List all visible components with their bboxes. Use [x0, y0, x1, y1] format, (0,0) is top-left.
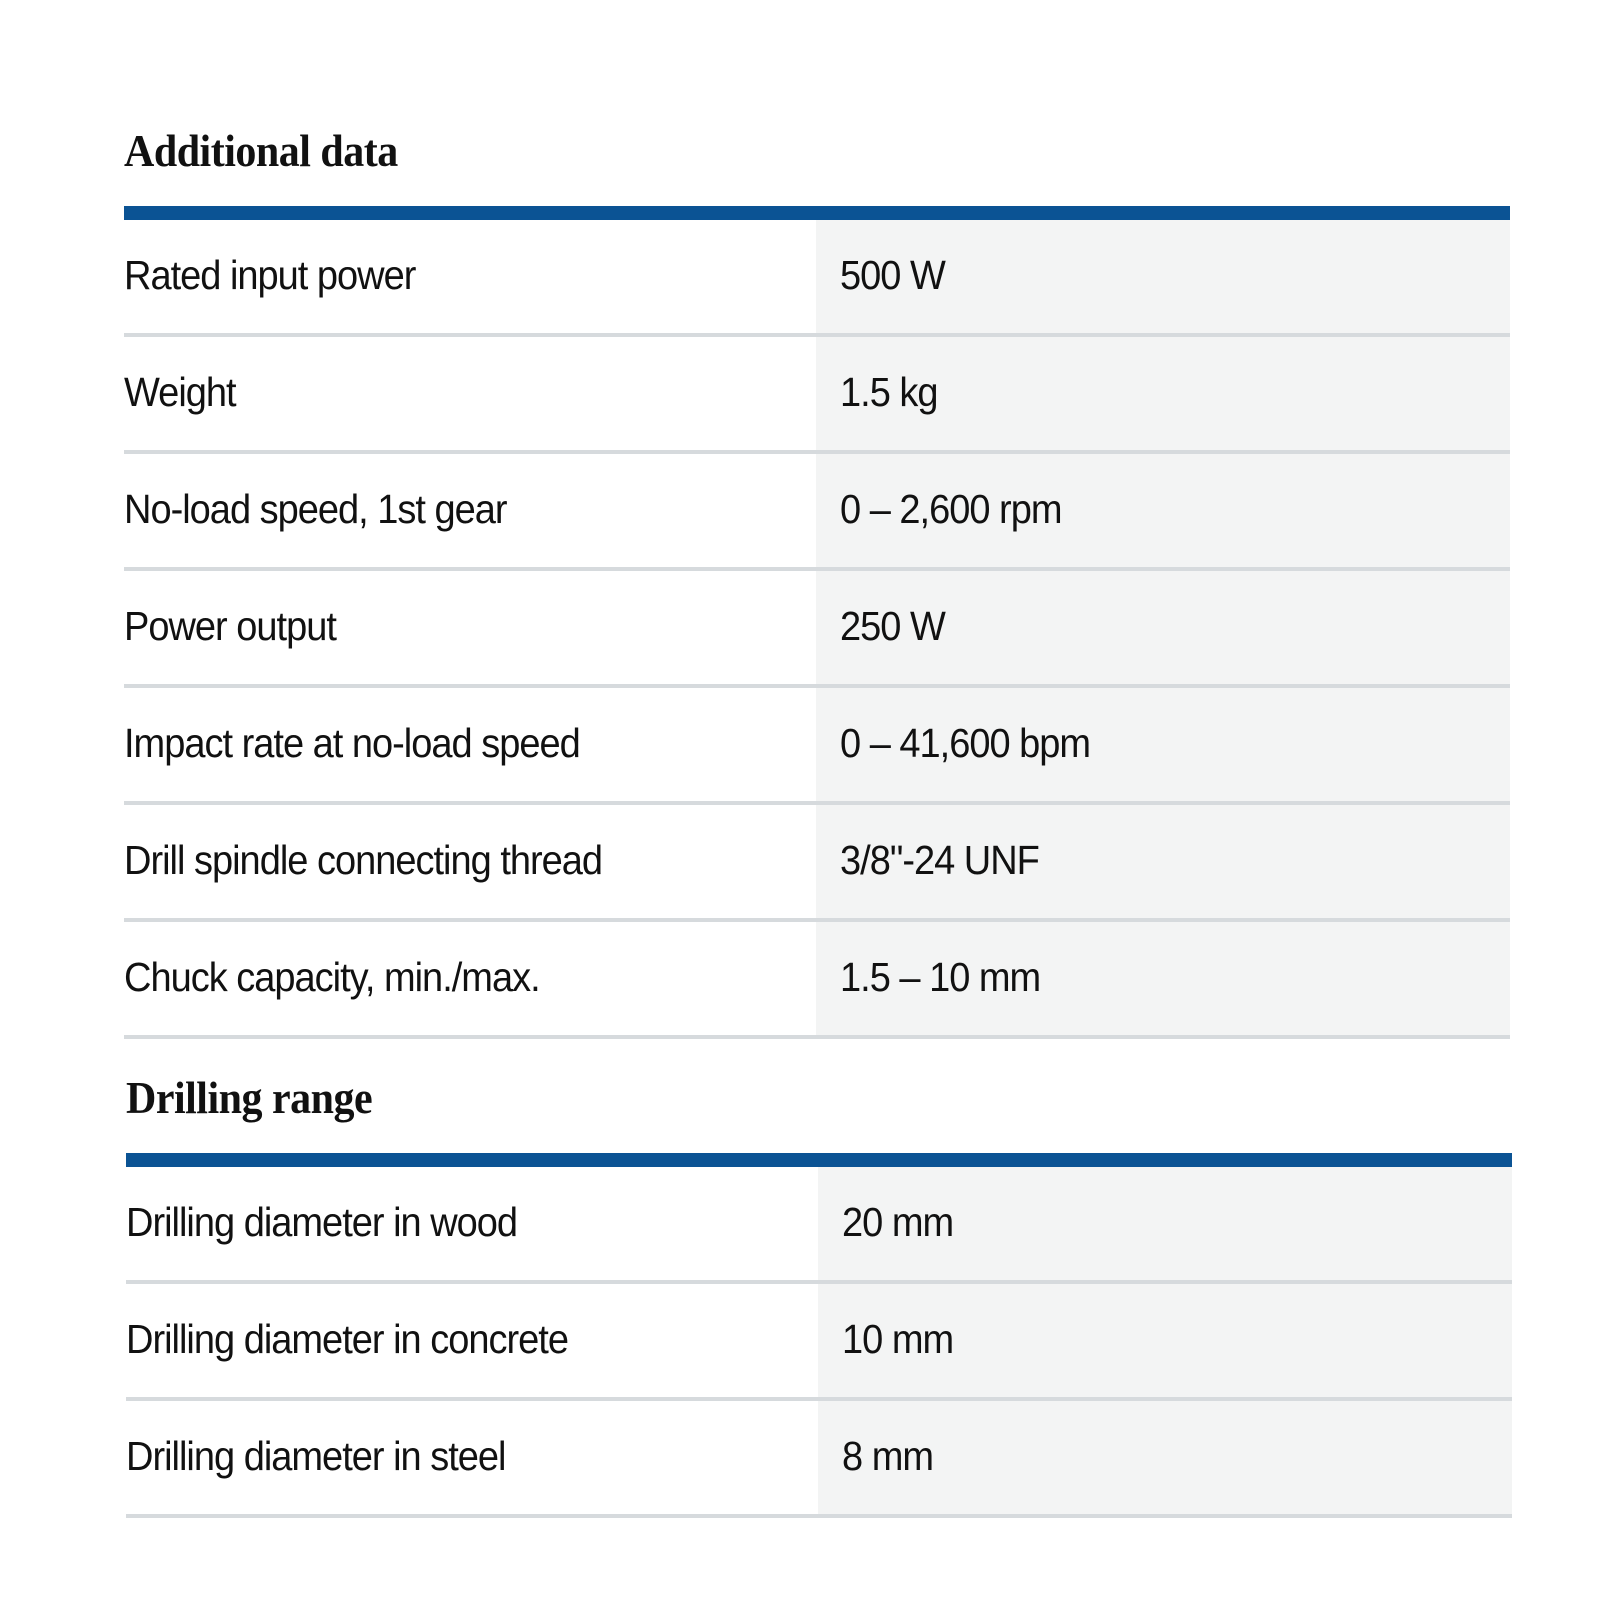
spec-value: 1.5 – 10 mm: [816, 920, 1510, 1037]
spec-label: Rated input power: [124, 220, 816, 335]
spec-label: Drilling diameter in concrete: [126, 1282, 818, 1399]
spec-label: Impact rate at no-load speed: [124, 686, 816, 803]
table-row: [124, 803, 1510, 920]
drilling-range-table: [126, 1167, 1512, 1518]
spec-label: Chuck capacity, min./max.: [124, 920, 816, 1037]
table-row: [124, 335, 1510, 452]
spec-label: Drill spindle connecting thread: [124, 803, 816, 920]
table-row: [126, 1282, 1512, 1399]
spec-label: No-load speed, 1st gear: [124, 452, 816, 569]
spec-value: 0 – 2,600 rpm: [816, 452, 1510, 569]
spec-value: 3/8"-24 UNF: [816, 803, 1510, 920]
table-row: [124, 452, 1510, 569]
spec-value: 1.5 kg: [816, 335, 1510, 452]
table-row: [124, 220, 1510, 335]
spec-value: 500 W: [816, 220, 1510, 335]
spec-label: Drilling diameter in steel: [126, 1399, 818, 1516]
drilling-range-section: [126, 1069, 1512, 1518]
spec-value: 250 W: [816, 569, 1510, 686]
section-divider: [124, 206, 1510, 220]
section-title-additional-data: Additional data: [124, 127, 398, 177]
spec-value: 0 – 41,600 bpm: [816, 686, 1510, 803]
section-divider: [126, 1153, 1512, 1167]
additional-data-section: [124, 122, 1510, 1039]
table-row: [126, 1167, 1512, 1282]
table-row: [124, 686, 1510, 803]
table-row: [124, 920, 1510, 1037]
spec-value: 8 mm: [818, 1399, 1512, 1516]
additional-data-table: [124, 220, 1510, 1039]
table-row: [124, 569, 1510, 686]
spec-value: 20 mm: [818, 1167, 1512, 1282]
spec-label: Weight: [124, 335, 816, 452]
spec-label: Drilling diameter in wood: [126, 1167, 818, 1282]
spec-value: 10 mm: [818, 1282, 1512, 1399]
table-row: [126, 1399, 1512, 1516]
section-title-drilling-range: Drilling range: [126, 1074, 373, 1124]
spec-label: Power output: [124, 569, 816, 686]
